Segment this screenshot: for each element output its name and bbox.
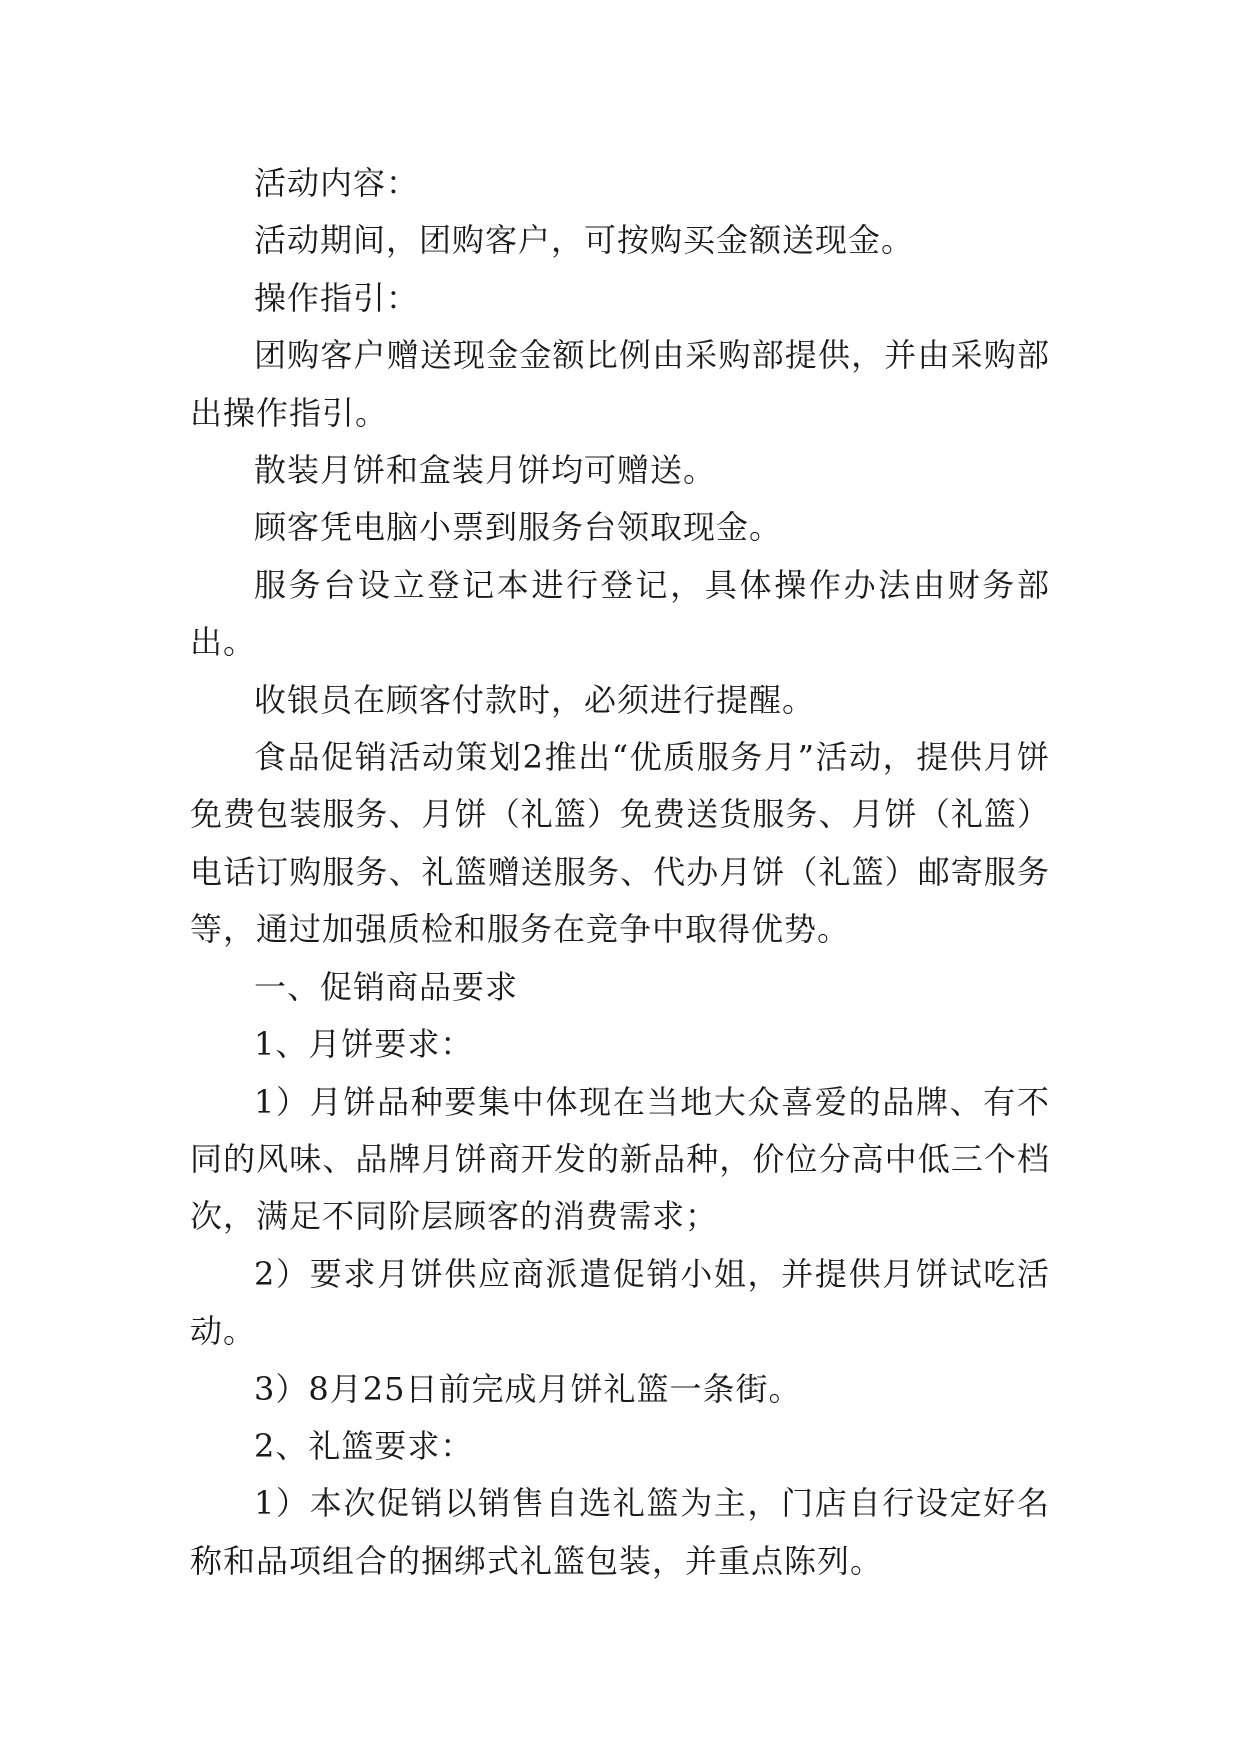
paragraph-section-heading-1: 一、促销商品要求	[254, 967, 519, 1006]
paragraph-mooncake-requirements: 1、月饼要求：	[254, 1025, 474, 1064]
document-body	[190, 155, 1050, 1590]
paragraph-gift-basket-requirements: 2、礼篮要求：	[254, 1426, 474, 1465]
paragraph-requirement-1: 1）月饼品种要集中体现在当地大众喜爱的品牌、有不同的风味、品牌月饼商开发的新品种，价位分高中低三个档次，满足不同阶层顾客的消费需求；	[190, 1082, 1050, 1236]
paragraph-gift-basket-1: 1）本次促销以销售自选礼篮为主，门店自行设定好名称和品项组合的捆绑式礼篮包装，并重点陈列。	[190, 1484, 1050, 1580]
paragraph-service-desk: 服务台设立登记本进行登记，具体操作办法由财务部出。	[190, 565, 1050, 662]
paragraph-receipt-cash: 顾客凭电脑小票到服务台领取现金。	[254, 508, 783, 547]
paragraph-activity-period: 活动期间，团购客户，可按购买金额送现金。	[254, 221, 915, 260]
paragraph-requirement-3: 3）8月25日前完成月饼礼篮一条街。	[254, 1369, 802, 1408]
paragraph-requirement-2: 2）要求月饼供应商派遣促销小姐，并提供月饼试吃活动。	[190, 1254, 1050, 1351]
paragraph-quality-service-month: 食品促销活动策划2推出“优质服务月”活动，提供月饼免费包装服务、月饼（礼篮）免费送货服务、月饼（礼篮）电话订购服务、礼篮赠送服务、代办月饼（礼篮）邮寄服务等，通过加强质检和服务在竞争中取得优势。	[190, 738, 1050, 949]
paragraph-cash-ratio: 团购客户赠送现金金额比例由采购部提供，并由采购部出操作指引。	[190, 336, 1050, 432]
paragraph-activity-content-heading: 活动内容：	[254, 164, 420, 202]
paragraph-operation-guide-heading: 操作指引：	[254, 278, 420, 317]
paragraph-cashier-reminder: 收银员在顾客付款时，必须进行提醒。	[254, 680, 816, 719]
paragraph-mooncake-gift: 散装月饼和盒装月饼均可赠送。	[254, 451, 717, 490]
